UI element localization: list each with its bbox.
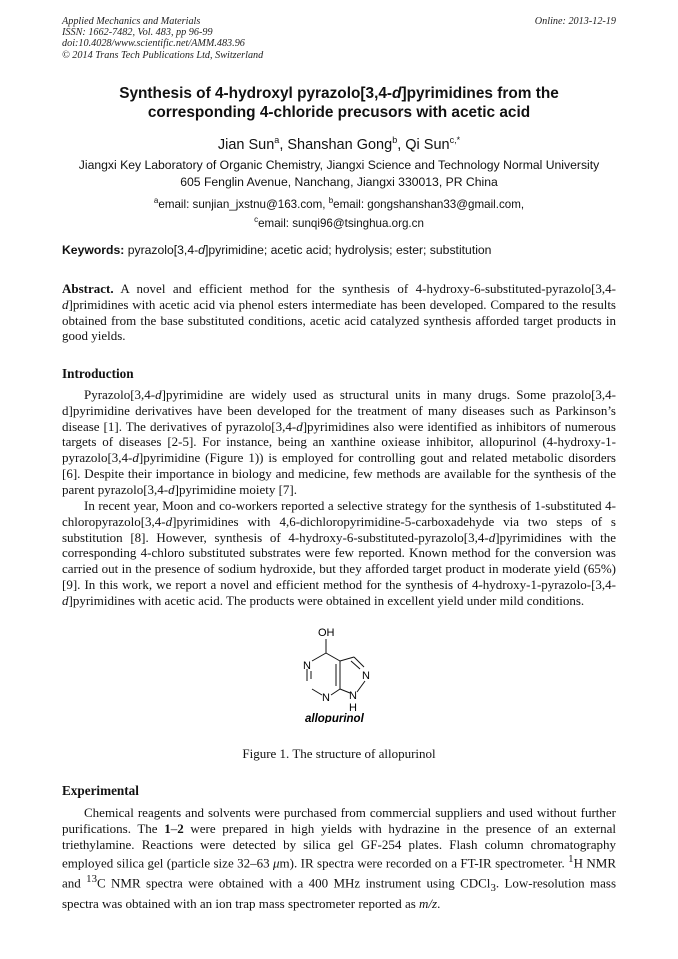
para-text: m). IR spectra were recorded on a FT-IR spectrometer. — [279, 855, 569, 871]
para-italic: d — [168, 481, 175, 497]
para-italic: m/z — [419, 896, 438, 912]
bond — [326, 653, 340, 661]
title-line1-end: ]pyrimidines from the — [401, 85, 559, 102]
allopurinol-structure — [290, 623, 400, 723]
molecule-name: allopurinol — [305, 713, 364, 723]
keywords-text: pyrazolo[3,4- — [124, 243, 199, 257]
email-a[interactable]: email: sunjian_jxstnu@163.com, — [158, 197, 329, 211]
introduction-heading: Introduction — [62, 366, 134, 381]
para-text: Pyrazolo[3,4- — [84, 387, 156, 402]
para-text: ]pyrimidine moiety [7]. — [174, 481, 298, 497]
intro-paragraph-2 — [62, 498, 616, 609]
para-text: . — [437, 896, 441, 912]
atom-label-nh: N — [349, 690, 357, 702]
para-italic: d — [488, 529, 496, 545]
para-text: ]pyrimidines with the corresponding 4-chloro substituted substrates were few reported. Known method for the conversion was carried out in the presence of sodium hydroxide, but they afforded target product in moderate yield (65%) [9]. In this work, we report a novel and efficient method for the synthesis of 4-hydroxy-1-pyrazolo-[3,4- — [62, 529, 616, 592]
atom-label-n: N — [303, 660, 311, 672]
keywords-italic: d — [198, 243, 205, 257]
author-sup: b — [392, 135, 398, 145]
para-text: ]pyrimidines also were identified as inhibitors of numerous targets of diseases [2-5]. For instance, being an xanthine oxiease inhibitor, allopurinol (4-hydroxy-1-pyrazolo[3,4- — [62, 418, 616, 466]
journal-name: Applied Mechanics and Materials — [62, 16, 201, 27]
issn-line: ISSN: 1662-7482, Vol. 483, pp 96-99 — [62, 27, 213, 39]
para-text: ]pyrimidine are widely used as structural units in many drugs. Some prazolo[3,4-d]pyrimidine derivatives have been developed for the treatment of many diseases such as Parkinson’s disease [1]. The derivatives of pyrazolo[3,4- — [62, 387, 616, 434]
abstract — [62, 281, 616, 344]
intro-paragraph-1 — [62, 387, 616, 498]
affiliation-line2: 605 Fenglin Avenue, Nanchang, Jiangxi 330013, PR China — [180, 175, 498, 189]
para-text: ]pyrimidine (Figure 1)) is employed for controlling gout and related metabolic disorders [6]. Despite their importance in biology and medicine, few methods are available for the synthesis of the parent pyrazolo[3,4- — [62, 450, 616, 497]
abstract-italic: d — [62, 296, 69, 312]
email-block — [62, 193, 616, 231]
abstract-label: Abstract. — [62, 281, 114, 296]
author-sup: c,* — [449, 135, 461, 145]
title-line1: Synthesis of 4-hydroxyl pyrazolo[3,4- — [119, 85, 393, 102]
title-line2: corresponding 4-chloride precusors with acetic acid — [147, 104, 531, 121]
doi-line: doi:10.4028/www.scientific.net/AMM.483.96 — [62, 38, 245, 50]
keywords-text: ]pyrimidine; acetic acid; hydrolysis; ester; substitution — [204, 243, 492, 257]
paper-title — [62, 84, 616, 122]
email-sup: b — [328, 196, 334, 205]
superscript: 13 — [86, 872, 97, 885]
atom-label-h: H — [349, 702, 357, 714]
author-sup: a — [274, 135, 280, 145]
email-sup: a — [153, 196, 159, 205]
email-c[interactable]: email: sunqi96@tsinghua.org.cn — [258, 216, 424, 230]
para-text: . Low-resolution mass spectra was obtained with an ion trap mass spectrometer reported as — [62, 874, 617, 912]
abstract-text: A novel and efficient method for the synthesis of 4-hydroxy-6-substituted-pyrazolo[3,4- — [113, 281, 616, 296]
figure-caption: Figure 1. The structure of allopurinol — [242, 746, 436, 761]
compound-number: 1 — [164, 820, 171, 836]
para-text: ]pyrimidines with acetic acid. The products were obtained in excellent yield under mild conditions. — [68, 592, 585, 608]
compound-number: 2 — [177, 820, 184, 836]
email-b[interactable]: email: gongshanshan33@gmail.com, — [333, 197, 525, 211]
para-italic: d — [155, 387, 162, 402]
bond — [340, 657, 354, 661]
experimental-paragraph — [62, 805, 616, 912]
para-italic: d — [165, 513, 173, 529]
author-list: Jian Sun$^a$, Shanshan Gong$^b$, Qi Sun$^{c,*}$ — [217, 135, 461, 153]
para-text: In recent year, Moon and co-workers reported a selective strategy for the synthesis of 1-substituted 4-chloropyrazolo[3,4- — [62, 498, 616, 529]
bond — [331, 689, 340, 695]
author-name: Jian Sun — [217, 136, 275, 153]
journal-header — [62, 16, 616, 61]
para-text: – — [170, 820, 178, 836]
author-name: Shanshan Gong — [287, 136, 393, 153]
para-text: were prepared in high yields with hydrazine in the presence of an external triethylamine. Reactions were detected by silica gel GF-254 plates. Flash column chromatography employed silica gel (particle size 32–63 — [62, 820, 616, 871]
affiliation — [62, 157, 616, 191]
bond — [312, 653, 326, 661]
para-text: C NMR spectra were obtained with a 400 MHz instrument using CDCl — [96, 874, 491, 890]
para-italic: μ — [273, 855, 280, 871]
para-text: ]pyrimidines with 4,6-dichloropyrimidine-5-carboxadehyde via two steps of s substitution [8]. However, synthesis of 4-hydroxy-6-substituted-pyrazolo[3,4- — [62, 513, 616, 545]
keywords — [62, 243, 616, 258]
para-text: Chemical reagents and solvents were purchased from commercial suppliers and used without further purifications. The — [62, 805, 616, 836]
atom-label-n: N — [322, 692, 330, 704]
affiliation-line1: Jiangxi Key Laboratory of Organic Chemistry, Jiangxi Science and Technology Normal University — [78, 158, 600, 172]
para-italic: d — [132, 450, 139, 466]
abstract-text: ]primidines with acetic acid via phenol esters intermediate has been developed. Compared to the results obtained from the base substituted conditions, acetic acid catalyzed synthesis afforded target products in good yields. — [62, 296, 616, 344]
superscript: 1 — [568, 853, 574, 866]
bond — [312, 689, 322, 695]
para-text: H NMR and — [62, 855, 616, 890]
experimental-heading: Experimental — [62, 783, 139, 798]
online-date: Online: 2013-12-19 — [534, 16, 616, 27]
atom-label-oh: OH — [318, 627, 335, 639]
para-italic: d — [62, 592, 69, 608]
para-italic: d — [296, 418, 303, 434]
keywords-label: Keywords: — [62, 243, 125, 257]
email-sup: c — [254, 214, 259, 224]
copyright-line: © 2014 Trans Tech Publications Ltd, Switzerland — [62, 49, 264, 61]
author-name: Qi Sun — [405, 136, 450, 153]
bond — [357, 681, 365, 692]
atom-label-n: N — [362, 670, 370, 682]
subscript: 3 — [490, 881, 496, 894]
title-italic: d — [392, 85, 402, 102]
